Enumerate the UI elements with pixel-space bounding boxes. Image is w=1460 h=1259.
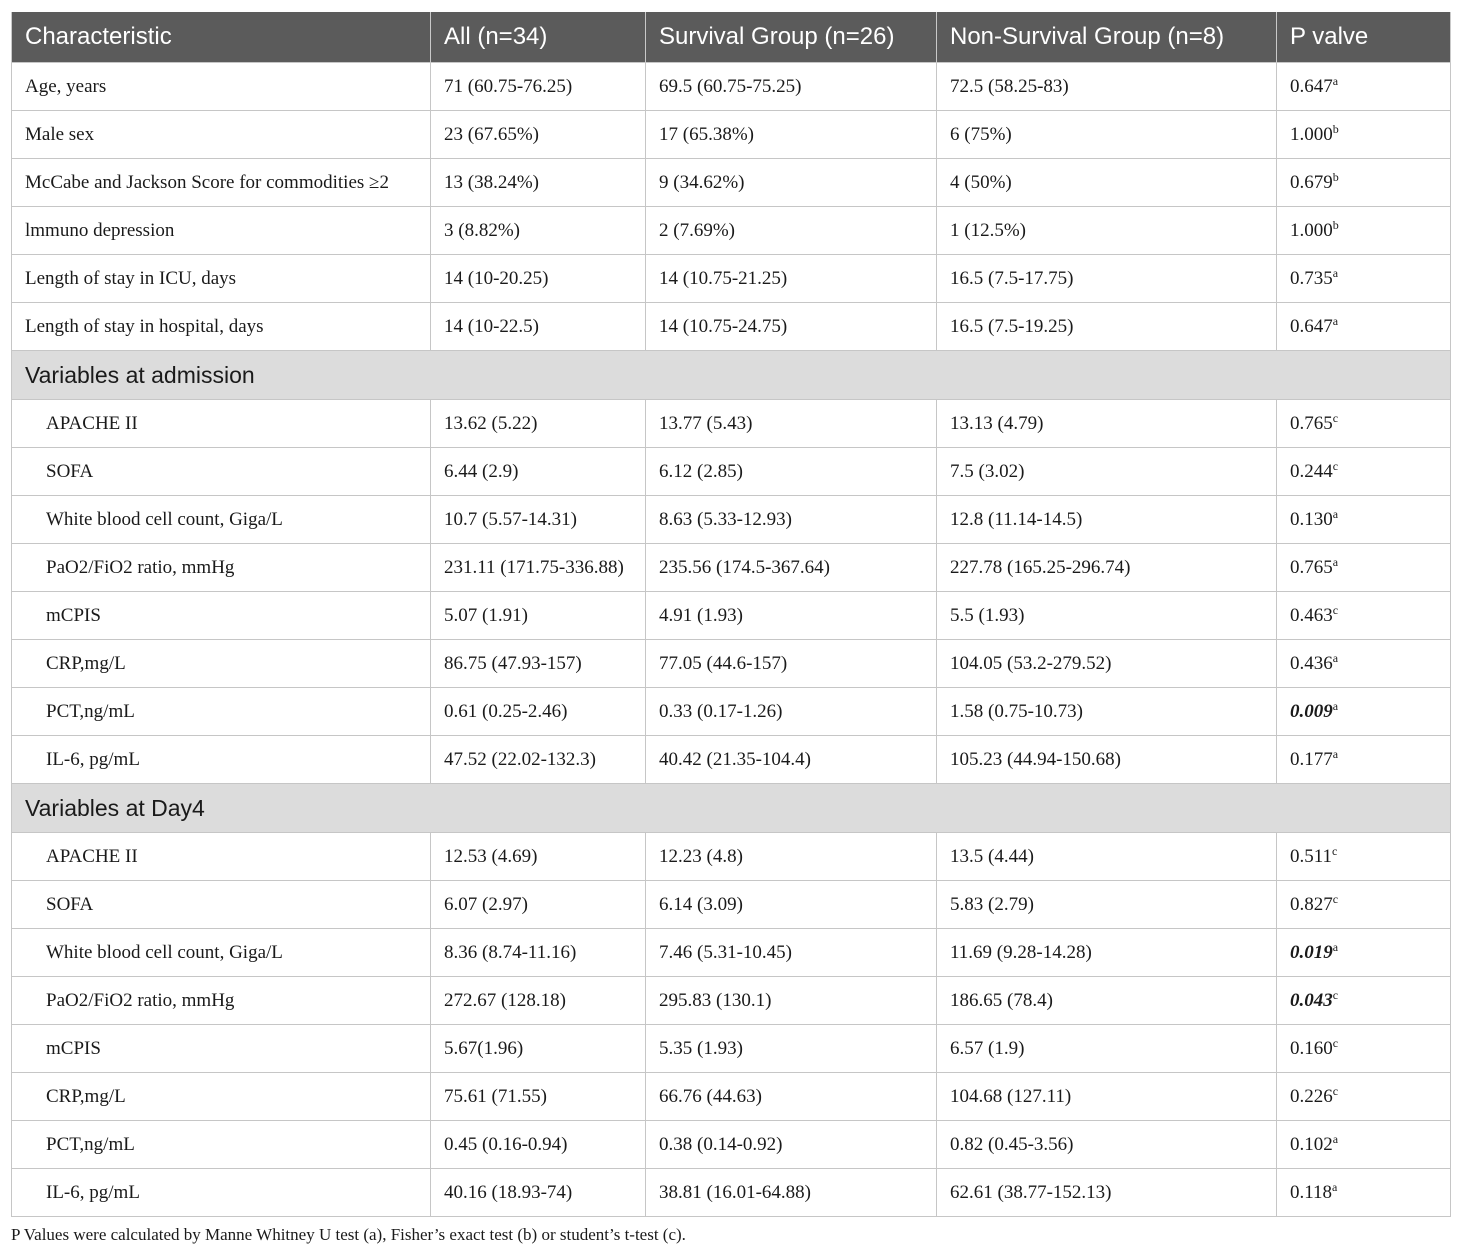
cell-p-value — [1277, 881, 1451, 929]
p-value: 0.019 — [1290, 941, 1333, 963]
table-row — [12, 496, 1451, 544]
cell-all: 231.11 (171.75-336.88) — [431, 544, 646, 592]
cell-non-survival: 186.65 (78.4) — [937, 977, 1277, 1025]
cell-p-value — [1277, 977, 1451, 1025]
p-value-test-marker: a — [1332, 313, 1339, 328]
cell-p-value — [1277, 159, 1451, 207]
p-value: 0.765 — [1290, 412, 1333, 434]
row-label: PaO2/FiO2 ratio, mmHg — [12, 977, 431, 1025]
cell-all: 86.75 (47.93-157) — [431, 640, 646, 688]
cell-p-value — [1277, 400, 1451, 448]
cell-p-value — [1277, 111, 1451, 159]
cell-all: 272.67 (128.18) — [431, 977, 646, 1025]
cell-survival: 295.83 (130.1) — [646, 977, 937, 1025]
cell-p-value — [1277, 929, 1451, 977]
row-label: McCabe and Jackson Score for commodities ≥2 — [12, 159, 431, 207]
cell-all: 10.7 (5.57-14.31) — [431, 496, 646, 544]
table-row — [12, 592, 1451, 640]
cell-survival: 8.63 (5.33-12.93) — [646, 496, 937, 544]
cell-survival: 14 (10.75-21.25) — [646, 255, 937, 303]
cell-survival: 235.56 (174.5-367.64) — [646, 544, 937, 592]
table-row — [12, 207, 1451, 255]
p-value-test-marker: a — [1332, 650, 1339, 665]
cell-non-survival: 6.57 (1.9) — [937, 1025, 1277, 1073]
cell-non-survival: 227.78 (165.25-296.74) — [937, 544, 1277, 592]
table-row — [12, 640, 1451, 688]
cell-non-survival: 0.82 (0.45-3.56) — [937, 1121, 1277, 1169]
row-label: Length of stay in ICU, days — [12, 255, 431, 303]
cell-survival: 14 (10.75-24.75) — [646, 303, 937, 351]
p-value-test-marker: a — [1332, 554, 1339, 569]
cell-non-survival: 13.13 (4.79) — [937, 400, 1277, 448]
table-row — [12, 544, 1451, 592]
p-value-test-marker: c — [1332, 602, 1339, 617]
cell-all: 40.16 (18.93-74) — [431, 1169, 646, 1217]
p-value: 0.735 — [1290, 267, 1333, 289]
cell-survival: 6.14 (3.09) — [646, 881, 937, 929]
table-row — [12, 63, 1451, 111]
cell-p-value — [1277, 833, 1451, 881]
p-value-test-marker: c — [1332, 891, 1339, 906]
cell-all: 3 (8.82%) — [431, 207, 646, 255]
p-value: 0.511 — [1290, 845, 1333, 867]
cell-survival: 13.77 (5.43) — [646, 400, 937, 448]
table-row — [12, 111, 1451, 159]
row-label: White blood cell count, Giga/L — [12, 929, 431, 977]
row-label: Male sex — [12, 111, 431, 159]
table-row — [12, 1025, 1451, 1073]
section-header-row — [12, 351, 1451, 400]
table-row — [12, 1121, 1451, 1169]
p-value-test-marker: c — [1332, 1035, 1339, 1050]
p-value-test-marker: a — [1332, 939, 1339, 954]
section-title: Variables at Day4 — [12, 784, 1451, 833]
cell-p-value — [1277, 303, 1451, 351]
cell-non-survival: 5.5 (1.93) — [937, 592, 1277, 640]
cell-non-survival: 4 (50%) — [937, 159, 1277, 207]
row-label: PCT,ng/mL — [12, 688, 431, 736]
section-title: Variables at admission — [12, 351, 1451, 400]
p-value: 0.226 — [1290, 1085, 1333, 1107]
cell-non-survival: 104.68 (127.11) — [937, 1073, 1277, 1121]
p-value: 0.463 — [1290, 604, 1333, 626]
p-value: 0.679 — [1290, 171, 1333, 193]
p-value: 0.765 — [1290, 556, 1333, 578]
header-p-value: P valve — [1277, 12, 1451, 63]
header-non-survival: Non-Survival Group (n=8) — [937, 12, 1277, 63]
p-value-test-marker: b — [1332, 169, 1339, 184]
p-value: 0.827 — [1290, 893, 1333, 915]
cell-all: 75.61 (71.55) — [431, 1073, 646, 1121]
row-label: PaO2/FiO2 ratio, mmHg — [12, 544, 431, 592]
characteristics-table — [11, 12, 1451, 1217]
cell-non-survival: 72.5 (58.25-83) — [937, 63, 1277, 111]
table-row — [12, 1169, 1451, 1217]
row-label: mCPIS — [12, 592, 431, 640]
cell-all: 13.62 (5.22) — [431, 400, 646, 448]
cell-p-value — [1277, 592, 1451, 640]
p-value-test-marker: a — [1332, 698, 1339, 713]
cell-p-value — [1277, 1025, 1451, 1073]
table-row — [12, 159, 1451, 207]
cell-survival: 77.05 (44.6-157) — [646, 640, 937, 688]
cell-all: 0.61 (0.25-2.46) — [431, 688, 646, 736]
cell-non-survival: 6 (75%) — [937, 111, 1277, 159]
cell-p-value — [1277, 207, 1451, 255]
cell-survival: 38.81 (16.01-64.88) — [646, 1169, 937, 1217]
cell-all: 6.07 (2.97) — [431, 881, 646, 929]
p-value: 1.000 — [1290, 123, 1333, 145]
row-label: Age, years — [12, 63, 431, 111]
cell-p-value — [1277, 640, 1451, 688]
cell-survival: 5.35 (1.93) — [646, 1025, 937, 1073]
cell-non-survival: 16.5 (7.5-19.25) — [937, 303, 1277, 351]
cell-non-survival: 105.23 (44.94-150.68) — [937, 736, 1277, 784]
cell-p-value — [1277, 1169, 1451, 1217]
cell-survival: 0.33 (0.17-1.26) — [646, 688, 937, 736]
p-value-test-marker: a — [1332, 73, 1339, 88]
table-row — [12, 977, 1451, 1025]
cell-all: 6.44 (2.9) — [431, 448, 646, 496]
cell-non-survival: 11.69 (9.28-14.28) — [937, 929, 1277, 977]
p-value-test-marker: c — [1332, 458, 1339, 473]
row-label: Length of stay in hospital, days — [12, 303, 431, 351]
cell-non-survival: 104.05 (53.2-279.52) — [937, 640, 1277, 688]
row-label: APACHE II — [12, 833, 431, 881]
cell-survival: 40.42 (21.35-104.4) — [646, 736, 937, 784]
cell-non-survival: 7.5 (3.02) — [937, 448, 1277, 496]
row-label: SOFA — [12, 881, 431, 929]
row-label: CRP,mg/L — [12, 640, 431, 688]
cell-non-survival: 1.58 (0.75-10.73) — [937, 688, 1277, 736]
p-value: 0.130 — [1290, 508, 1333, 530]
p-value: 1.000 — [1290, 219, 1333, 241]
p-value-test-marker: c — [1332, 843, 1338, 858]
cell-p-value — [1277, 448, 1451, 496]
cell-survival: 2 (7.69%) — [646, 207, 937, 255]
cell-survival: 7.46 (5.31-10.45) — [646, 929, 937, 977]
p-value-test-marker: c — [1332, 987, 1339, 1002]
cell-all: 0.45 (0.16-0.94) — [431, 1121, 646, 1169]
row-label: APACHE II — [12, 400, 431, 448]
row-label: White blood cell count, Giga/L — [12, 496, 431, 544]
cell-p-value — [1277, 63, 1451, 111]
p-value-test-marker: b — [1332, 121, 1339, 136]
table-row — [12, 688, 1451, 736]
cell-all: 12.53 (4.69) — [431, 833, 646, 881]
cell-all: 13 (38.24%) — [431, 159, 646, 207]
cell-survival: 4.91 (1.93) — [646, 592, 937, 640]
p-value-test-marker: c — [1332, 410, 1339, 425]
table-row — [12, 303, 1451, 351]
header-row — [12, 12, 1451, 63]
row-label: IL-6, pg/mL — [12, 736, 431, 784]
cell-all: 14 (10-22.5) — [431, 303, 646, 351]
cell-p-value — [1277, 496, 1451, 544]
row-label: IL-6, pg/mL — [12, 1169, 431, 1217]
cell-p-value — [1277, 736, 1451, 784]
row-label: SOFA — [12, 448, 431, 496]
table-row — [12, 255, 1451, 303]
p-value: 0.160 — [1290, 1037, 1333, 1059]
p-value: 0.647 — [1290, 75, 1333, 97]
cell-non-survival: 62.61 (38.77-152.13) — [937, 1169, 1277, 1217]
header-characteristic: Characteristic — [12, 12, 431, 63]
p-value-test-marker: a — [1332, 506, 1339, 521]
cell-all: 5.67(1.96) — [431, 1025, 646, 1073]
cell-non-survival: 1 (12.5%) — [937, 207, 1277, 255]
cell-survival: 66.76 (44.63) — [646, 1073, 937, 1121]
row-label: CRP,mg/L — [12, 1073, 431, 1121]
header-all: All (n=34) — [431, 12, 646, 63]
cell-p-value — [1277, 1121, 1451, 1169]
p-value-test-marker: a — [1332, 746, 1339, 761]
cell-all: 8.36 (8.74-11.16) — [431, 929, 646, 977]
cell-non-survival: 12.8 (11.14-14.5) — [937, 496, 1277, 544]
p-value: 0.244 — [1290, 460, 1333, 482]
row-label: mCPIS — [12, 1025, 431, 1073]
cell-non-survival: 5.83 (2.79) — [937, 881, 1277, 929]
table-row — [12, 881, 1451, 929]
table-body — [12, 63, 1451, 1217]
cell-non-survival: 16.5 (7.5-17.75) — [937, 255, 1277, 303]
section-header-row — [12, 784, 1451, 833]
p-value: 0.043 — [1290, 989, 1333, 1011]
p-value-test-marker: a — [1332, 1131, 1339, 1146]
p-value: 0.118 — [1290, 1181, 1333, 1203]
cell-all: 14 (10-20.25) — [431, 255, 646, 303]
cell-p-value — [1277, 1073, 1451, 1121]
p-value: 0.009 — [1290, 700, 1333, 722]
footnote: P Values were calculated by Manne Whitney U test (a), Fisher’s exact test (b) or student’s t-test (c). — [11, 1225, 686, 1244]
cell-survival: 0.38 (0.14-0.92) — [646, 1121, 937, 1169]
cell-all: 23 (67.65%) — [431, 111, 646, 159]
p-value-test-marker: c — [1332, 1083, 1339, 1098]
cell-survival: 17 (65.38%) — [646, 111, 937, 159]
p-value-test-marker: a — [1332, 1179, 1338, 1194]
p-value: 0.102 — [1290, 1133, 1333, 1155]
table-container — [11, 12, 1450, 1217]
header-survival: Survival Group (n=26) — [646, 12, 937, 63]
cell-p-value — [1277, 544, 1451, 592]
cell-all: 71 (60.75-76.25) — [431, 63, 646, 111]
cell-p-value — [1277, 688, 1451, 736]
row-label: lmmuno depression — [12, 207, 431, 255]
p-value-test-marker: a — [1332, 265, 1339, 280]
cell-survival: 9 (34.62%) — [646, 159, 937, 207]
table-row — [12, 736, 1451, 784]
cell-p-value — [1277, 255, 1451, 303]
p-value: 0.177 — [1290, 748, 1333, 770]
table-row — [12, 929, 1451, 977]
table-row — [12, 833, 1451, 881]
cell-survival: 12.23 (4.8) — [646, 833, 937, 881]
table-row — [12, 1073, 1451, 1121]
cell-non-survival: 13.5 (4.44) — [937, 833, 1277, 881]
p-value: 0.647 — [1290, 315, 1333, 337]
table-row — [12, 400, 1451, 448]
cell-survival: 69.5 (60.75-75.25) — [646, 63, 937, 111]
p-value-test-marker: b — [1332, 217, 1339, 232]
cell-all: 5.07 (1.91) — [431, 592, 646, 640]
cell-survival: 6.12 (2.85) — [646, 448, 937, 496]
row-label: PCT,ng/mL — [12, 1121, 431, 1169]
cell-all: 47.52 (22.02-132.3) — [431, 736, 646, 784]
table-row — [12, 448, 1451, 496]
p-value: 0.436 — [1290, 652, 1333, 674]
